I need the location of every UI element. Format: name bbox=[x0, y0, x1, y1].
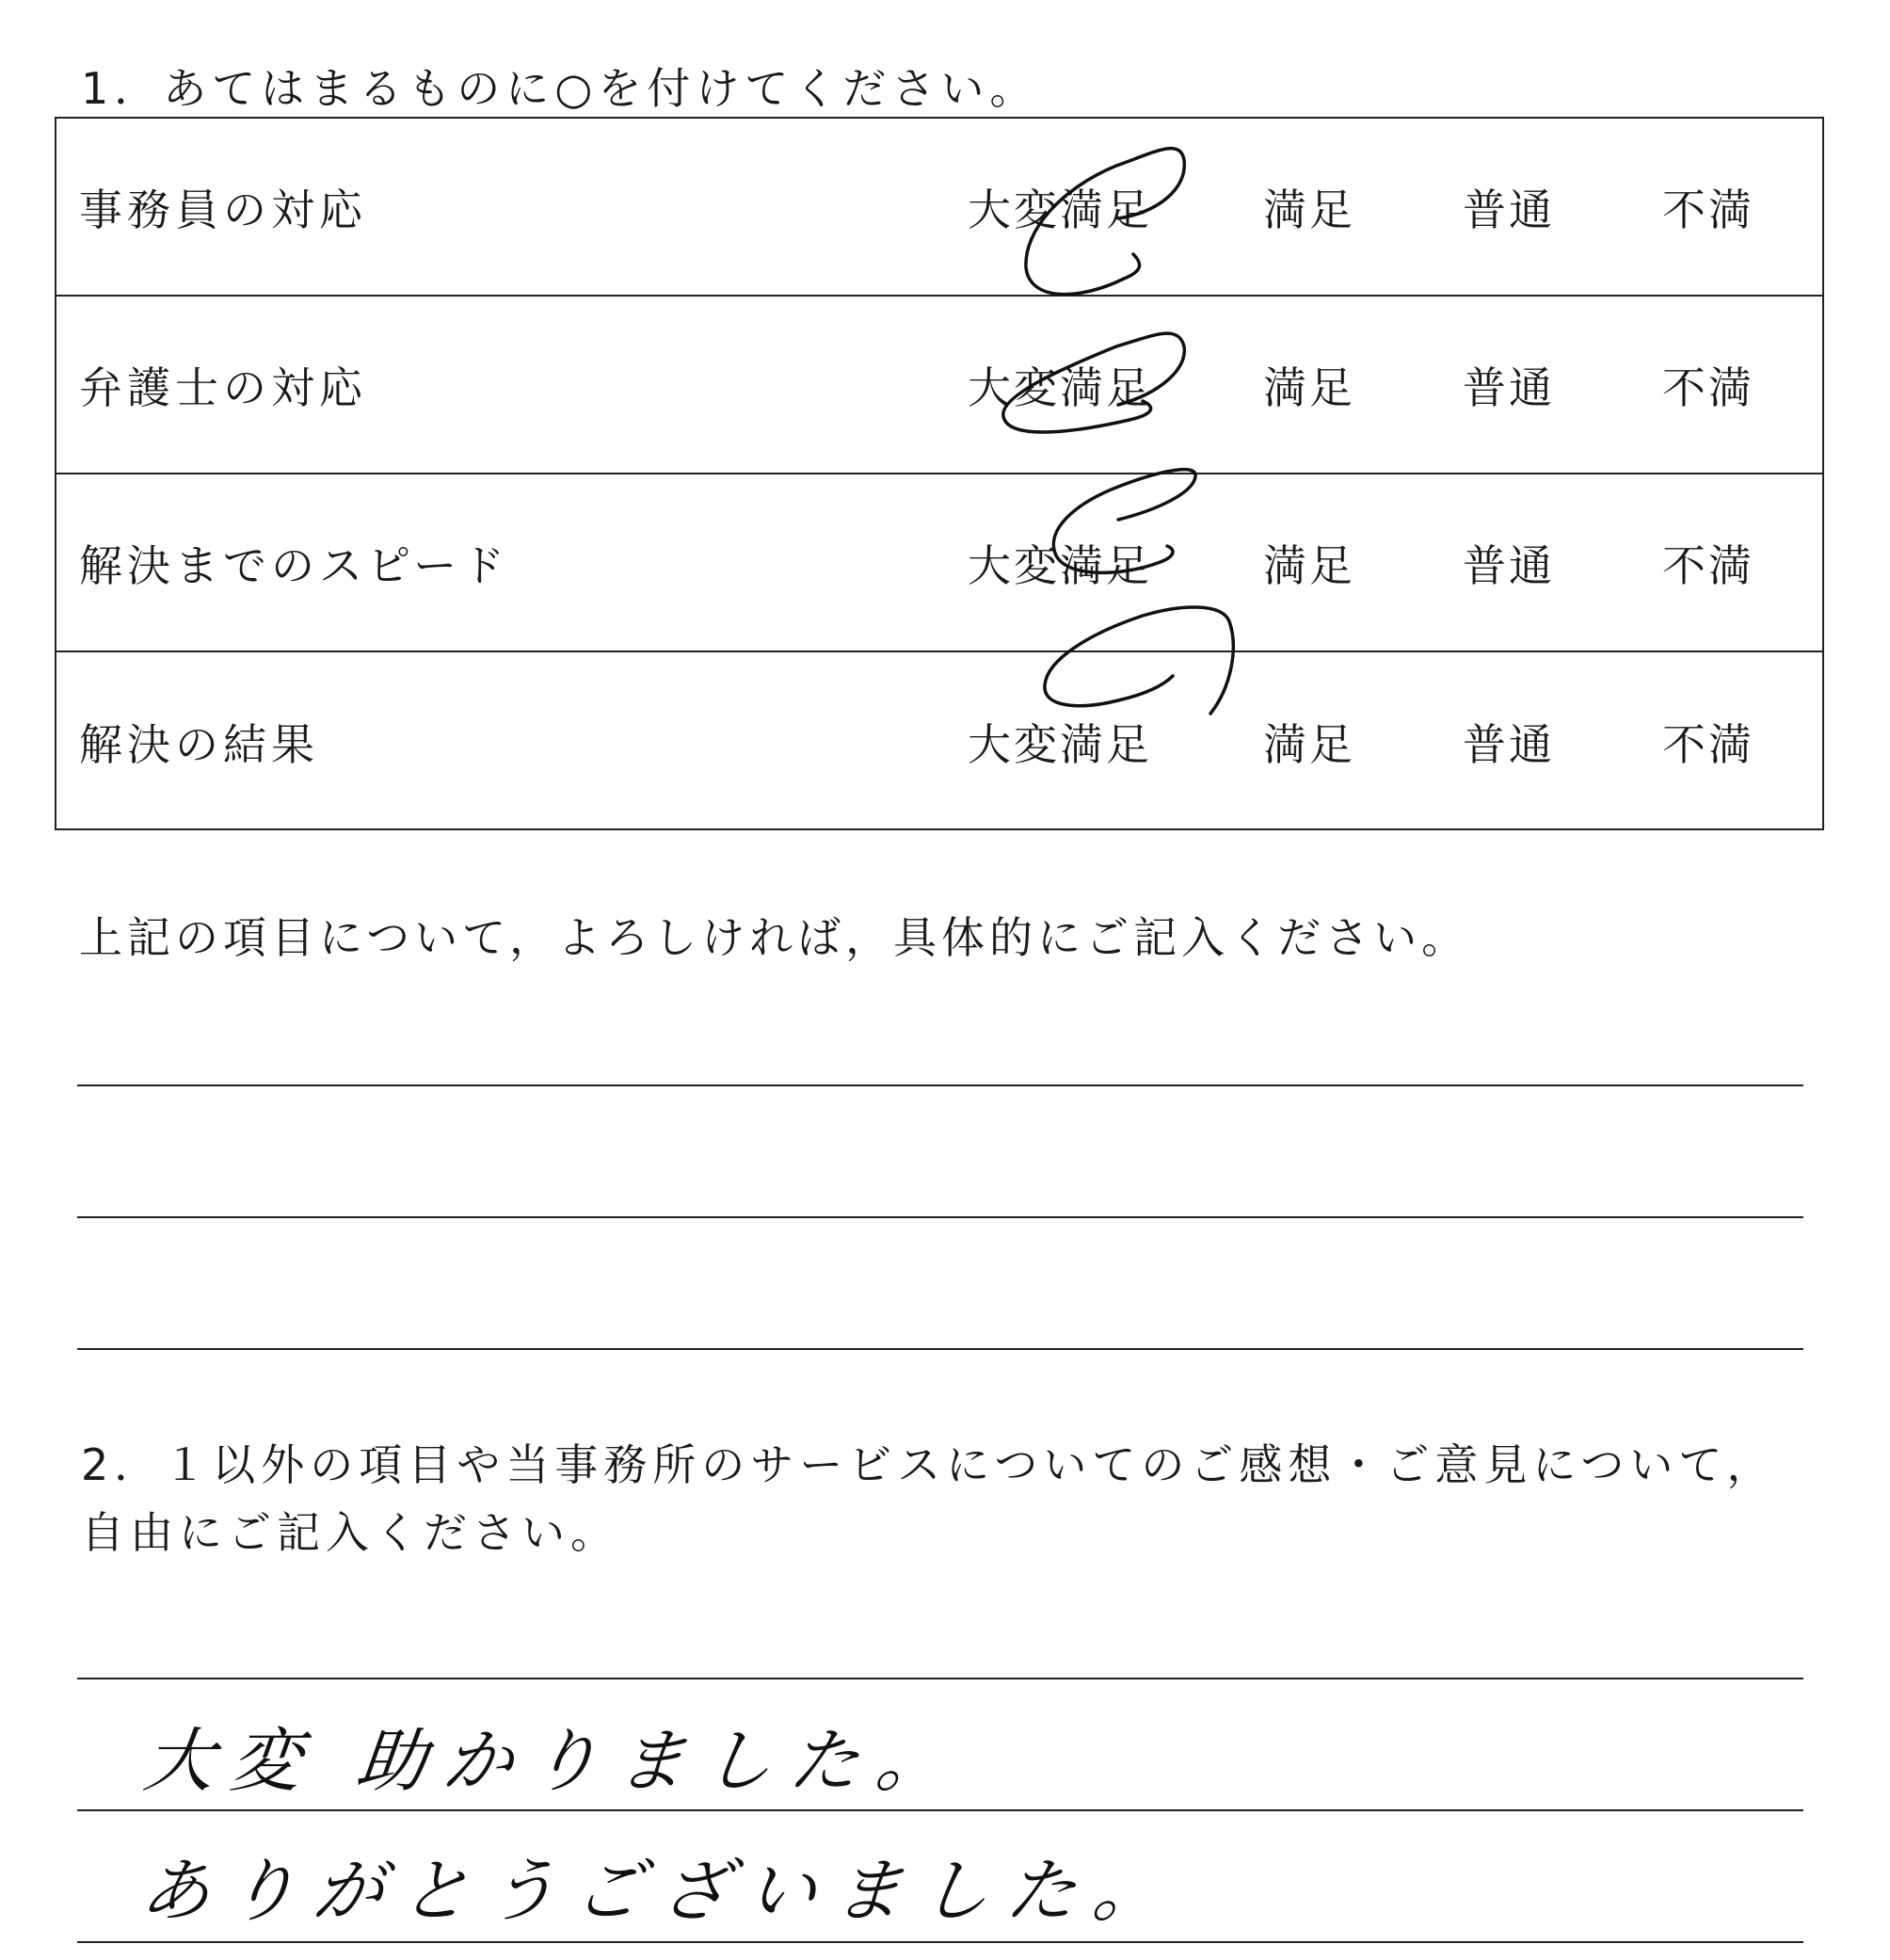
question-2-heading-continued: 自由にご記入ください。 bbox=[81, 1507, 619, 1558]
option-neutral[interactable]: 普通 bbox=[1463, 539, 1555, 591]
row-label: 解決の結果 bbox=[79, 718, 319, 770]
row-label: 事務員の対応 bbox=[79, 184, 367, 235]
writing-line[interactable] bbox=[77, 1216, 1803, 1218]
writing-line[interactable] bbox=[77, 1678, 1803, 1679]
handwritten-comment-line: ありがとうございました。 bbox=[136, 1851, 1184, 1932]
option-neutral[interactable]: 普通 bbox=[1463, 718, 1555, 770]
rating-row-lawyer bbox=[56, 297, 1822, 474]
option-neutral[interactable]: 普通 bbox=[1463, 184, 1555, 235]
handwritten-comment-line: 大変 助かりました。 bbox=[139, 1721, 968, 1802]
option-satisfied[interactable]: 満足 bbox=[1263, 718, 1355, 770]
option-very-satisfied[interactable]: 大変満足 bbox=[968, 539, 1152, 591]
option-satisfied[interactable]: 満足 bbox=[1263, 539, 1355, 591]
writing-line[interactable] bbox=[77, 1941, 1803, 1943]
rating-table bbox=[55, 117, 1824, 830]
rating-row-staff bbox=[56, 119, 1822, 297]
question-1-heading: 1．あてはまるものに○を付けてください。 bbox=[81, 63, 1039, 114]
option-dissatisfied[interactable]: 不満 bbox=[1662, 184, 1754, 235]
option-satisfied[interactable]: 満足 bbox=[1263, 361, 1355, 413]
detail-prompt: 上記の項目について，よろしければ，具体的にご記入ください。 bbox=[79, 912, 1470, 963]
writing-line[interactable] bbox=[77, 1348, 1803, 1350]
option-dissatisfied[interactable]: 不満 bbox=[1662, 539, 1754, 591]
writing-line[interactable] bbox=[77, 1084, 1803, 1086]
rating-row-speed bbox=[56, 474, 1822, 652]
row-label: 弁護士の対応 bbox=[79, 361, 367, 413]
writing-line[interactable] bbox=[77, 1809, 1803, 1811]
option-very-satisfied[interactable]: 大変満足 bbox=[968, 184, 1152, 235]
option-satisfied[interactable]: 満足 bbox=[1263, 184, 1355, 235]
option-very-satisfied[interactable]: 大変満足 bbox=[968, 361, 1152, 413]
row-label: 解決までのスピード bbox=[79, 539, 510, 591]
option-dissatisfied[interactable]: 不満 bbox=[1662, 718, 1754, 770]
question-2-heading: 2．１以外の項目や当事務所のサービスについてのご感想・ご意見について， bbox=[81, 1439, 1776, 1490]
option-very-satisfied[interactable]: 大変満足 bbox=[968, 718, 1152, 770]
option-dissatisfied[interactable]: 不満 bbox=[1662, 361, 1754, 413]
option-neutral[interactable]: 普通 bbox=[1463, 361, 1555, 413]
rating-row-result bbox=[56, 652, 1822, 830]
